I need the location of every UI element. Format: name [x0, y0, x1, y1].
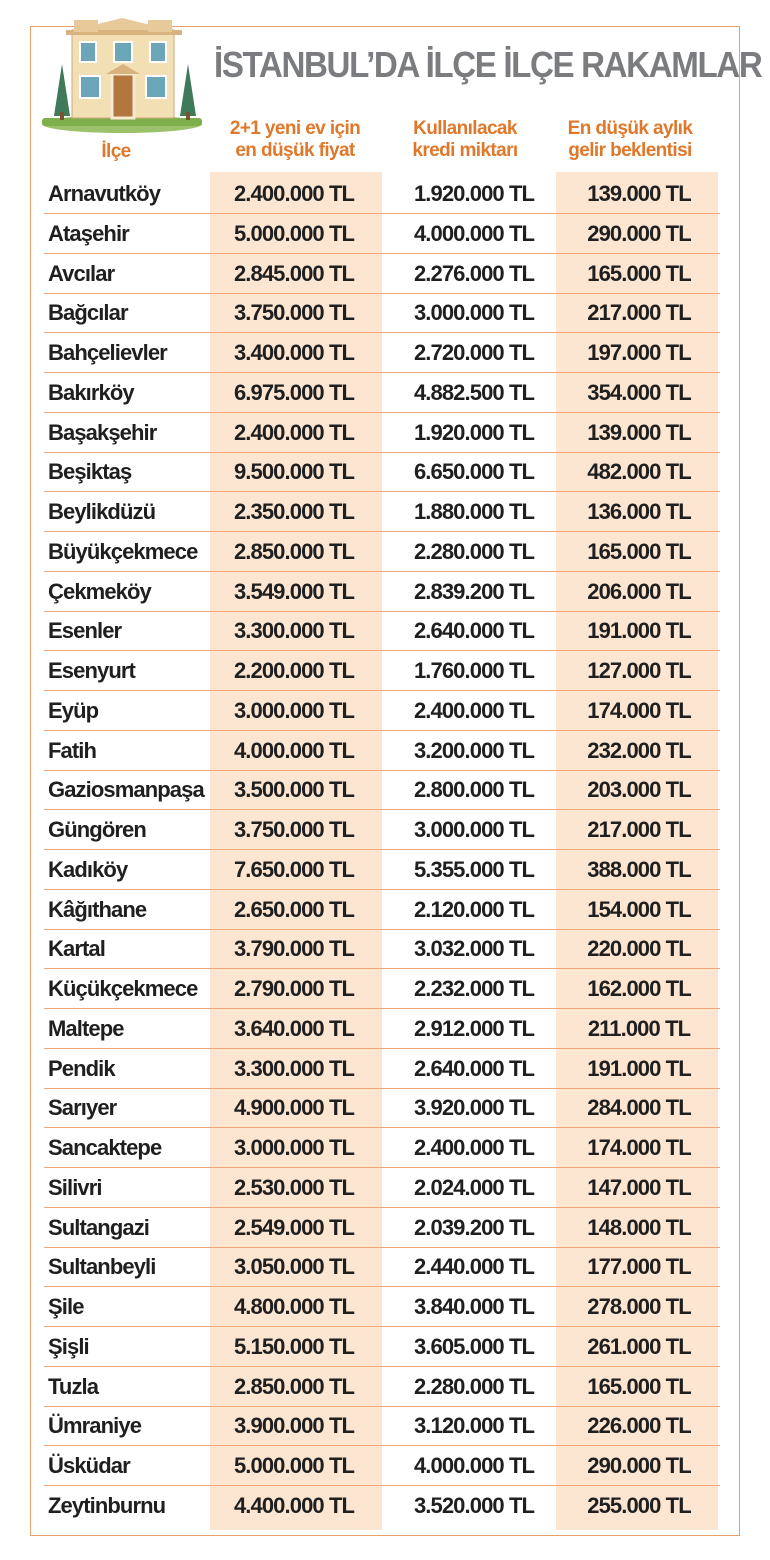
price-cell: 2.400.000 TL — [233, 181, 355, 206]
price-cell: 2.400.000 TL — [233, 419, 355, 445]
loan-cell: 2.039.200 TL — [413, 1214, 535, 1240]
table-row — [44, 375, 720, 413]
income-cell: 147.000 TL — [587, 1174, 691, 1200]
loan-cell: 3.120.000 TL — [413, 1413, 535, 1439]
district-cell: Silivri — [48, 1174, 102, 1200]
price-cell: 2.850.000 TL — [233, 538, 355, 564]
price-cell: 3.750.000 TL — [233, 300, 355, 326]
district-cell: Fatih — [48, 737, 97, 763]
table-row — [44, 772, 720, 810]
district-cell: Arnavutköy — [48, 181, 161, 206]
price-cell: 6.975.000 TL — [233, 379, 355, 405]
table-row — [44, 892, 720, 930]
table-row — [44, 693, 720, 731]
income-cell: 139.000 TL — [587, 181, 691, 206]
district-cell: Esenler — [48, 618, 122, 644]
district-cell: Küçükçekmece — [48, 976, 198, 1001]
price-cell: 3.000.000 TL — [233, 1135, 355, 1160]
loan-cell: 5.355.000 TL — [413, 856, 535, 882]
price-cell: 3.300.000 TL — [233, 618, 355, 644]
income-cell: 197.000 TL — [587, 340, 691, 365]
price-cell: 4.400.000 TL — [233, 1492, 355, 1518]
income-cell: 255.000 TL — [587, 1492, 691, 1518]
income-cell: 139.000 TL — [587, 419, 691, 445]
income-cell: 162.000 TL — [587, 976, 691, 1001]
loan-cell: 4.882.500 TL — [413, 379, 535, 405]
table-row — [44, 176, 720, 214]
income-cell: 127.000 TL — [587, 658, 691, 683]
table-row — [44, 613, 720, 651]
price-cell: 3.500.000 TL — [233, 777, 355, 803]
district-cell: Kartal — [48, 936, 105, 962]
price-cell: 3.400.000 TL — [233, 340, 355, 365]
loan-cell: 2.839.200 TL — [413, 578, 535, 604]
income-cell: 261.000 TL — [587, 1333, 691, 1359]
loan-cell: 2.280.000 TL — [413, 538, 535, 564]
price-cell: 4.800.000 TL — [233, 1294, 355, 1319]
loan-cell: 1.920.000 TL — [413, 419, 535, 445]
income-cell: 220.000 TL — [587, 936, 691, 962]
table-row — [44, 454, 720, 492]
income-cell: 211.000 TL — [587, 1015, 691, 1041]
table-row — [44, 335, 720, 373]
price-cell: 2.790.000 TL — [233, 976, 355, 1001]
price-cell: 7.650.000 TL — [233, 856, 355, 882]
district-cell: Beylikdüzü — [48, 499, 156, 524]
loan-cell: 1.760.000 TL — [413, 658, 535, 683]
header-district — [84, 141, 148, 163]
table-row — [44, 812, 720, 850]
loan-cell: 1.920.000 TL — [413, 181, 535, 206]
price-cell: 2.549.000 TL — [233, 1214, 355, 1240]
price-cell: 3.790.000 TL — [233, 936, 355, 962]
income-cell: 482.000 TL — [587, 459, 691, 485]
price-cell: 9.500.000 TL — [233, 459, 355, 485]
loan-cell: 3.920.000 TL — [413, 1095, 535, 1121]
table-row — [44, 295, 720, 333]
loan-cell: 2.440.000 TL — [413, 1254, 535, 1280]
district-cell: Büyükçekmece — [48, 538, 198, 564]
loan-cell: 3.840.000 TL — [413, 1294, 535, 1319]
loan-cell: 2.024.000 TL — [413, 1174, 535, 1200]
table-row — [44, 1289, 720, 1327]
data-table — [44, 176, 720, 1528]
table-row — [44, 852, 720, 890]
income-cell: 148.000 TL — [587, 1214, 691, 1240]
header-district-label: İlçe — [101, 141, 131, 162]
price-cell: 3.300.000 TL — [233, 1055, 355, 1081]
income-cell: 217.000 TL — [587, 300, 691, 326]
table-row — [44, 1051, 720, 1089]
header-loan — [380, 118, 550, 162]
district-cell: Sarıyer — [48, 1095, 117, 1121]
loan-cell: 2.720.000 TL — [413, 340, 535, 365]
loan-cell: 3.605.000 TL — [413, 1333, 535, 1359]
price-cell: 2.530.000 TL — [233, 1174, 355, 1200]
district-cell: Üsküdar — [48, 1453, 130, 1478]
loan-cell: 2.640.000 TL — [413, 1055, 535, 1081]
district-cell: Beşiktaş — [48, 459, 132, 485]
district-cell: Gaziosmanpaşa — [48, 777, 204, 803]
income-cell: 154.000 TL — [587, 896, 691, 922]
district-cell: Kadıköy — [48, 856, 128, 882]
income-cell: 165.000 TL — [587, 538, 691, 564]
table-row — [44, 733, 720, 771]
header-price-line1: 2+1 yeni ev için — [229, 118, 361, 139]
price-cell: 5.000.000 TL — [233, 1453, 355, 1478]
loan-cell: 4.000.000 TL — [413, 1453, 535, 1478]
table-row — [44, 534, 720, 572]
income-cell: 165.000 TL — [587, 1373, 691, 1399]
table-row — [44, 1011, 720, 1049]
house-illustration-icon — [36, 8, 208, 134]
page-title: İSTANBUL’DA İLÇE İLÇE RAKAMLAR — [214, 44, 762, 85]
price-cell: 3.050.000 TL — [233, 1254, 355, 1280]
price-cell: 3.900.000 TL — [233, 1413, 355, 1439]
table-row — [44, 931, 720, 969]
district-cell: Pendik — [48, 1055, 115, 1081]
price-cell: 4.900.000 TL — [233, 1095, 355, 1121]
price-cell: 2.845.000 TL — [233, 260, 355, 286]
table-row — [44, 1249, 720, 1287]
district-cell: Şişli — [48, 1333, 89, 1359]
income-cell: 203.000 TL — [587, 777, 691, 803]
table-row — [44, 415, 720, 453]
table-row — [44, 1369, 720, 1407]
loan-cell: 3.000.000 TL — [413, 817, 535, 842]
loan-cell: 3.520.000 TL — [413, 1492, 535, 1518]
district-cell: Maltepe — [48, 1015, 124, 1041]
district-cell: Sancaktepe — [48, 1135, 162, 1160]
header-loan-line1: Kullanılacak — [413, 118, 517, 139]
district-cell: Kâğıthane — [48, 896, 147, 922]
income-cell: 165.000 TL — [587, 260, 691, 286]
header-price — [210, 118, 380, 162]
price-cell: 3.549.000 TL — [233, 578, 355, 604]
table-row — [44, 971, 720, 1009]
income-cell: 174.000 TL — [587, 697, 691, 723]
price-cell: 2.850.000 TL — [233, 1373, 355, 1399]
price-cell: 2.350.000 TL — [233, 499, 355, 524]
loan-cell: 2.912.000 TL — [413, 1015, 535, 1041]
table-row — [44, 1488, 720, 1526]
district-cell: Şile — [48, 1294, 84, 1319]
loan-cell: 3.032.000 TL — [413, 936, 535, 962]
income-cell: 174.000 TL — [587, 1135, 691, 1160]
header-price-line2: en düşük fiyat — [235, 140, 355, 161]
table-row — [44, 1130, 720, 1168]
header-income-line2: gelir beklentisi — [568, 140, 692, 161]
table-row — [44, 574, 720, 612]
district-cell: Bağcılar — [48, 300, 128, 326]
district-cell: Güngören — [48, 817, 146, 842]
loan-cell: 2.400.000 TL — [413, 697, 535, 723]
district-cell: Zeytinburnu — [48, 1492, 166, 1518]
district-cell: Eyüp — [48, 697, 99, 723]
income-cell: 290.000 TL — [587, 220, 691, 246]
loan-cell: 2.280.000 TL — [413, 1373, 535, 1399]
table-row — [44, 653, 720, 691]
price-cell: 3.000.000 TL — [233, 697, 355, 723]
district-cell: Bahçelievler — [48, 340, 167, 365]
district-cell: Başakşehir — [48, 419, 157, 445]
income-cell: 177.000 TL — [587, 1254, 691, 1280]
table-row — [44, 256, 720, 294]
table-row — [44, 1329, 720, 1367]
price-cell: 2.650.000 TL — [233, 896, 355, 922]
table-row — [44, 1448, 720, 1486]
district-cell: Çekmeköy — [48, 578, 151, 604]
loan-cell: 4.000.000 TL — [413, 220, 535, 246]
price-cell: 4.000.000 TL — [233, 737, 355, 763]
district-cell: Avcılar — [48, 260, 115, 286]
income-cell: 191.000 TL — [587, 618, 691, 644]
district-cell: Sultangazi — [48, 1214, 150, 1240]
header-loan-line2: kredi miktarı — [412, 140, 518, 161]
loan-cell: 3.000.000 TL — [413, 300, 535, 326]
header-income — [550, 118, 710, 162]
district-cell: Tuzla — [48, 1373, 99, 1399]
district-cell: Ümraniye — [48, 1413, 142, 1439]
district-cell: Ataşehir — [48, 220, 129, 246]
loan-cell: 2.800.000 TL — [413, 777, 535, 803]
district-cell: Esenyurt — [48, 658, 135, 683]
loan-cell: 6.650.000 TL — [413, 459, 535, 485]
price-cell: 3.640.000 TL — [233, 1015, 355, 1041]
loan-cell: 2.400.000 TL — [413, 1135, 535, 1160]
loan-cell: 3.200.000 TL — [413, 737, 535, 763]
price-cell: 3.750.000 TL — [233, 817, 355, 842]
income-cell: 206.000 TL — [587, 578, 691, 604]
district-cell: Bakırköy — [48, 379, 134, 405]
table-row — [44, 1210, 720, 1248]
table-row — [44, 1408, 720, 1446]
price-cell: 5.000.000 TL — [233, 220, 355, 246]
income-cell: 217.000 TL — [587, 817, 691, 842]
table-row — [44, 1090, 720, 1128]
income-cell: 354.000 TL — [587, 379, 691, 405]
income-cell: 226.000 TL — [587, 1413, 691, 1439]
loan-cell: 2.120.000 TL — [413, 896, 535, 922]
income-cell: 232.000 TL — [587, 737, 691, 763]
district-cell: Sultanbeyli — [48, 1254, 156, 1280]
table-row — [44, 494, 720, 532]
header-income-line1: En düşük aylık — [567, 118, 693, 139]
price-cell: 2.200.000 TL — [233, 658, 355, 683]
price-cell: 5.150.000 TL — [233, 1333, 355, 1359]
loan-cell: 2.232.000 TL — [413, 976, 535, 1001]
loan-cell: 2.640.000 TL — [413, 618, 535, 644]
income-cell: 284.000 TL — [587, 1095, 691, 1121]
income-cell: 278.000 TL — [587, 1294, 691, 1319]
table-row — [44, 216, 720, 254]
income-cell: 290.000 TL — [587, 1453, 691, 1478]
table-row — [44, 1170, 720, 1208]
income-cell: 136.000 TL — [587, 499, 691, 524]
loan-cell: 2.276.000 TL — [413, 260, 535, 286]
loan-cell: 1.880.000 TL — [413, 499, 535, 524]
income-cell: 388.000 TL — [587, 856, 691, 882]
income-cell: 191.000 TL — [587, 1055, 691, 1081]
